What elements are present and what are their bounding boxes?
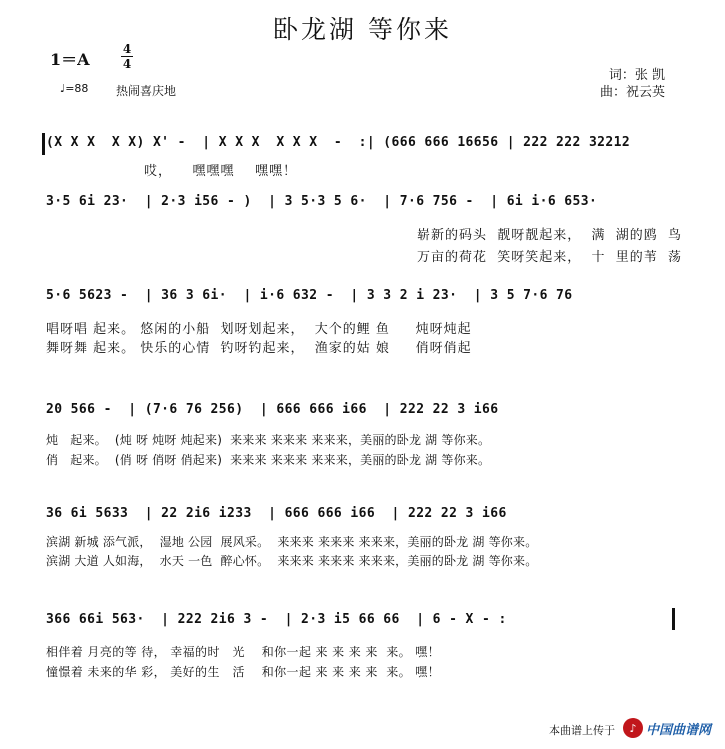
note-icon: ♪ bbox=[623, 718, 643, 738]
lyric-line-5-verse-1: 滨湖 新城 添气派， 湿地 公园 展风采。 来来来 来来来 来来来，美丽的卧龙 湖 等你来。 bbox=[46, 535, 538, 549]
lyric-line-2-verse-2: 万亩的荷花 笑呀笑起来， 十 里的苇 荡 bbox=[416, 250, 682, 265]
lyric-line-6-verse-1: 相伴着 月亮的等 待， 幸福的时 光 和你一起 来 来 来 来 来。 嘿！ bbox=[46, 645, 441, 659]
expression-marking: 热闹喜庆地 bbox=[116, 84, 177, 98]
lyric-line-3-verse-1: 唱呀唱 起来。 悠闲的小船 划呀划起来， 大个的鲤 鱼 炖呀炖起 bbox=[46, 322, 472, 337]
lyric-line-3-verse-2: 舞呀舞 起来。 快乐的心情 钓呀钓起来， 渔家的姑 娘 俏呀俏起 bbox=[46, 341, 472, 356]
notation-line-5: 36 6i 5633 | 22 2i6 i233 | 666 666 i66 | 222 22 3 i66 bbox=[46, 506, 507, 521]
site-name: 中国曲谱网 bbox=[645, 722, 711, 738]
notation-line-4: 20 566 - | (7·6 76 256) | 666 666 i66 | 222 22 3 i66 bbox=[46, 402, 499, 417]
site-logo[interactable] bbox=[623, 716, 711, 740]
system-start-barline bbox=[42, 133, 45, 155]
time-signature bbox=[121, 43, 133, 70]
final-barline bbox=[672, 608, 675, 630]
lyric-line-4-verse-2: 俏 起来。 (俏 呀 俏呀 俏起来) 来来来 来来来 来来来，美丽的卧龙 湖 等你来。 bbox=[46, 453, 491, 467]
composer-credit: 曲：祝云英 bbox=[599, 85, 665, 100]
notation-line-3: 5·6 5623 - | 36 3 6i· | i·6 632 - | 3 3 2 i 23· | 3 5 7·6 76 bbox=[46, 288, 573, 303]
lyric-line-1-verse-1: 哎， 嘿嘿嘿 嘿嘿！ bbox=[144, 164, 298, 179]
song-title: 卧龙湖 等你来 bbox=[273, 15, 452, 44]
notation-line-1: (X X X X X) X' - | X X X X X X - :| (666 666 16656 | 222 222 32212 bbox=[46, 135, 631, 150]
lyric-line-2-verse-1: 崭新的码头 靓呀靓起来， 满 湖的鸥 鸟 bbox=[416, 228, 682, 243]
notation-line-6: 366 66i 563· | 222 2i6 3 - | 2·3 i5 66 66 | 6 - X - : bbox=[46, 612, 507, 627]
lyricist-credit: 词：张 凯 bbox=[608, 68, 665, 83]
tempo-marking: ♩=88 bbox=[60, 82, 89, 95]
lyric-line-6-verse-2: 憧憬着 未来的华 彩， 美好的生 活 和你一起 来 来 来 来 来。 嘿！ bbox=[46, 665, 441, 679]
notation-line-2: 3·5 6i 23· | 2·3 i56 - ) | 3 5·3 5 6· | 7·6 756 - | 6i i·6 653· bbox=[46, 194, 598, 209]
time-signature-top: 4 bbox=[122, 42, 132, 56]
key-signature: 1＝A bbox=[50, 50, 90, 69]
lyric-line-5-verse-2: 滨湖 大道 人如海， 水天 一色 醉心怀。 来来来 来来来 来来来，美丽的卧龙 湖 等你来。 bbox=[46, 554, 538, 568]
upload-note: 本曲谱上传于 bbox=[549, 724, 615, 737]
lyric-line-4-verse-1: 炖 起来。 (炖 呀 炖呀 炖起来) 来来来 来来来 来来来，美丽的卧龙 湖 等你来。 bbox=[46, 433, 491, 447]
time-signature-bottom: 4 bbox=[122, 57, 132, 71]
